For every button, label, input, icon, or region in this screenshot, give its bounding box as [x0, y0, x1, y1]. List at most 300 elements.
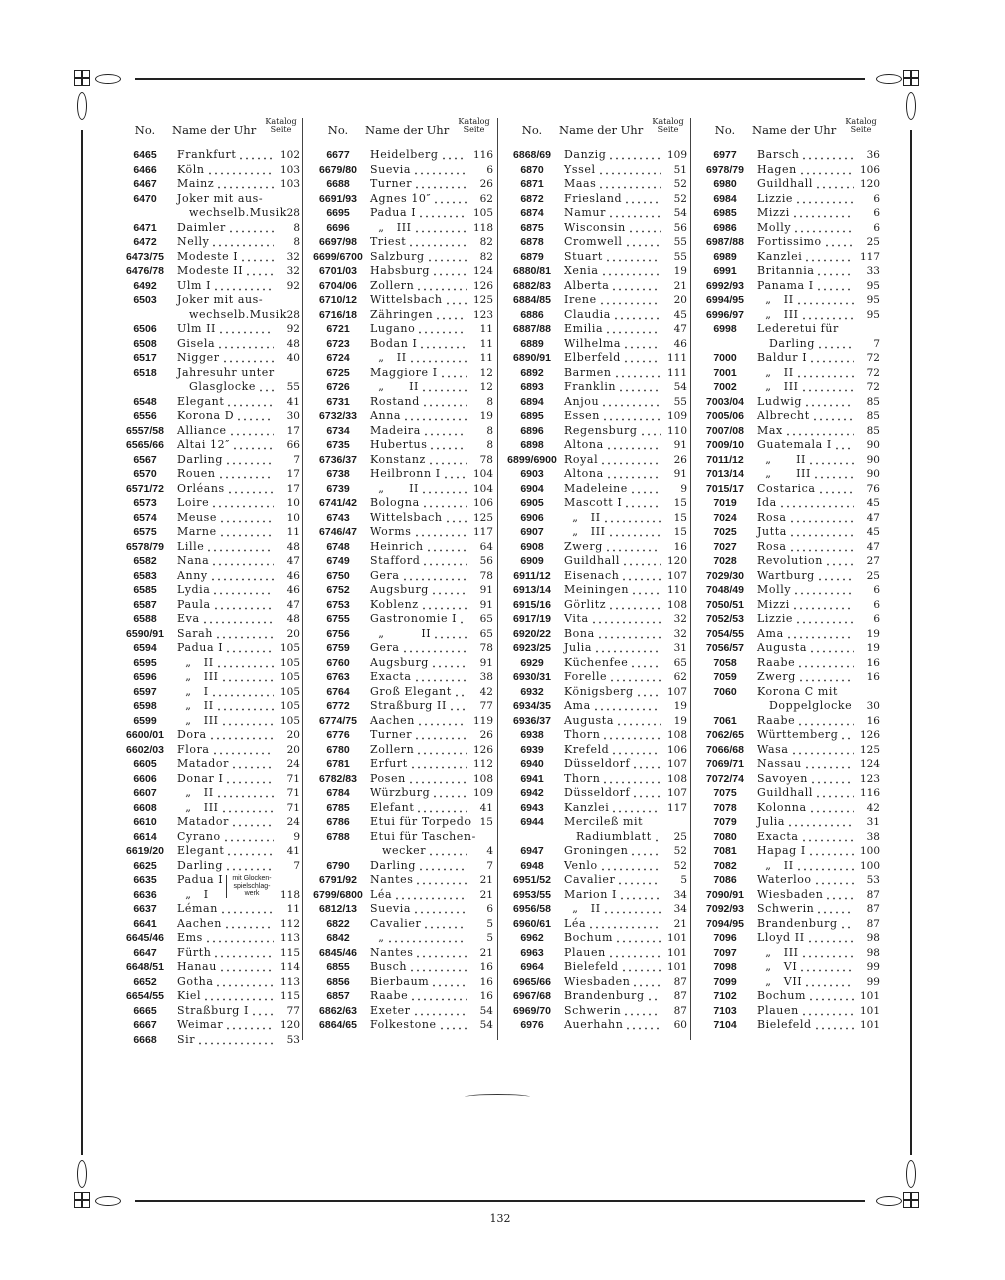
entry-page: 42	[479, 685, 493, 698]
entry-number: 6898	[520, 439, 544, 451]
corner-ornament-icon	[903, 1192, 919, 1208]
table-row	[311, 859, 493, 874]
table-row	[311, 656, 493, 671]
entry-page: 76	[866, 482, 880, 495]
entry-name	[564, 177, 663, 192]
table-row	[505, 453, 687, 468]
entry-number: 7001	[713, 366, 737, 379]
entry-number: 6567	[133, 453, 157, 466]
entry-page: 47	[286, 598, 300, 611]
entry-name	[564, 975, 663, 990]
entry-number: 6908	[520, 540, 544, 553]
entry-page: 101	[666, 961, 687, 973]
entry-name-text: Wisconsin	[564, 220, 626, 234]
table-row	[698, 786, 880, 801]
entry-page: 109	[666, 149, 687, 161]
entry-name-text: Wittelsbach	[370, 293, 443, 306]
entry-name	[177, 627, 276, 642]
table-row	[311, 641, 493, 656]
entry-page: 34	[673, 903, 687, 915]
entry-name-text: Loire	[177, 496, 210, 509]
entry-name-text: Heilbronn I	[370, 467, 441, 480]
entry-name-text: Darling	[769, 336, 815, 350]
entry-number: 7003/04	[706, 395, 744, 408]
entry-page: 41	[479, 801, 493, 814]
entry-page: 126	[472, 743, 493, 756]
entry-number: 6977	[713, 149, 737, 161]
table-row	[698, 438, 880, 453]
entry-number: 6741/42	[319, 497, 357, 509]
table-row	[505, 670, 687, 685]
entry-number: 6731	[326, 395, 350, 408]
table-row	[505, 859, 687, 874]
entry-name	[370, 902, 469, 917]
entry-name	[370, 351, 469, 366]
entry-page: 54	[673, 207, 687, 219]
entry-page: 20	[673, 294, 687, 306]
entry-page: 99	[866, 961, 880, 973]
entry-name	[370, 627, 469, 642]
entry-number: 6976	[520, 1019, 544, 1031]
table-row	[311, 438, 493, 453]
table-row	[698, 801, 880, 816]
table-row	[118, 235, 300, 250]
table-row	[118, 177, 300, 192]
entry-name	[564, 293, 663, 308]
table-row	[698, 264, 880, 279]
table-row	[118, 148, 300, 163]
entry-number: 6606	[133, 772, 157, 785]
table-row	[118, 467, 300, 482]
entry-page: 66	[286, 439, 300, 451]
entry-name-text: Anny	[177, 568, 208, 582]
entry-page: 33	[866, 265, 880, 277]
table-row	[505, 743, 687, 758]
entry-page: 48	[286, 613, 300, 625]
entry-name-text: Plauen	[564, 945, 606, 959]
table-row	[311, 830, 493, 845]
entry-name	[370, 743, 469, 758]
entry-name-text: Cavalier	[564, 873, 616, 886]
entry-name-text: wechselb.Musik	[189, 307, 287, 321]
table-row	[118, 830, 300, 845]
entry-page: 30	[286, 410, 300, 422]
entry-name	[757, 772, 856, 787]
entry-number: 6939	[520, 743, 544, 756]
entry-name-text: Salzburg	[370, 249, 425, 263]
entry-number: 6892	[520, 366, 544, 379]
entry-number: 7079	[713, 816, 737, 828]
entry-name	[564, 279, 663, 294]
scroll-ornament-icon	[906, 1160, 916, 1188]
entry-name-text: Maggiore I	[370, 365, 438, 379]
table-row	[698, 409, 880, 424]
entry-name	[757, 163, 856, 178]
entry-name	[177, 757, 276, 772]
entry-name-text: Köln	[177, 162, 205, 176]
entry-number: 6788	[326, 830, 350, 843]
entry-number: 6472	[133, 236, 157, 248]
entry-number: 6896	[520, 424, 544, 437]
entry-name-text: Joker mit aus-	[177, 293, 264, 306]
entry-name	[564, 728, 663, 743]
table-row	[311, 424, 493, 439]
entry-name	[370, 322, 469, 337]
entry-name-continuation	[564, 830, 663, 845]
entry-name	[177, 714, 276, 729]
table-row	[505, 250, 687, 265]
entry-number: 6940	[520, 758, 544, 770]
table-row	[118, 989, 300, 1004]
table-row	[698, 960, 880, 975]
entry-name	[370, 975, 469, 990]
entry-number: 6590/91	[126, 627, 164, 640]
entry-number: 6648/51	[126, 961, 164, 973]
entry-name	[177, 337, 276, 352]
table-row	[311, 699, 493, 714]
entry-name	[757, 902, 856, 917]
entry-name-text: Marion I	[564, 887, 617, 901]
entry-name-text: Bochum	[564, 931, 614, 944]
entry-name-text: Padua I	[177, 873, 224, 886]
entry-name	[757, 279, 856, 294]
entry-number: 6594	[133, 642, 157, 654]
entry-number: 6574	[133, 511, 157, 524]
entry-name-text: Raabe	[757, 655, 796, 669]
entry-number: 6887/88	[513, 323, 551, 335]
entry-name	[370, 293, 469, 308]
entry-name	[564, 250, 663, 265]
entry-name-text: Yssel	[564, 162, 596, 176]
table-row	[698, 525, 880, 540]
entry-name-text: „ III	[177, 800, 219, 814]
table-row	[311, 786, 493, 801]
entry-name	[757, 1018, 856, 1033]
entry-name-text: Revolution	[757, 554, 823, 567]
entry-page: 51	[673, 163, 687, 176]
header-page	[842, 118, 880, 134]
entry-number: 6699/6700	[313, 250, 363, 263]
entry-number: 6677	[326, 149, 350, 161]
table-row	[311, 293, 493, 308]
entry-name-text: Rosa	[757, 539, 787, 553]
entry-number: 6570	[133, 468, 157, 480]
entry-page: 45	[866, 497, 880, 509]
entry-name	[757, 221, 856, 236]
entry-name-text: Würzburg	[370, 786, 431, 799]
table-row	[118, 366, 300, 381]
entry-number: 6518	[133, 366, 157, 379]
entry-name-text: Anna	[370, 409, 402, 422]
table-row	[118, 685, 300, 700]
table-row	[118, 714, 300, 729]
entry-number: 6991	[713, 265, 737, 277]
entry-name-text: Düsseldorf	[564, 757, 631, 770]
table-row	[505, 395, 687, 410]
entry-name-text: Eisenach	[564, 568, 620, 582]
entry-name-text: Alliance	[177, 423, 227, 437]
entry-name-text: Xenia	[564, 264, 599, 277]
entry-name-text: „ II	[370, 351, 407, 364]
entry-name-text: Matador	[177, 815, 229, 828]
entry-name-text: Kolonna	[757, 800, 807, 814]
entry-page: 16	[866, 656, 880, 669]
entry-name	[177, 975, 276, 990]
entry-number: 6508	[133, 337, 157, 350]
entry-page: 53	[866, 874, 880, 886]
entry-name	[757, 728, 856, 743]
table-row	[311, 888, 493, 903]
table-row	[118, 250, 300, 265]
table-row	[505, 888, 687, 903]
entry-number: 6780	[326, 743, 350, 756]
entry-page: 11	[286, 903, 300, 915]
entry-page: 20	[286, 743, 300, 756]
entry-name-text: Franklin	[564, 380, 617, 393]
entry-page: 113	[279, 975, 300, 988]
table-row	[311, 627, 493, 642]
table-row	[698, 757, 880, 772]
entry-name	[177, 641, 276, 656]
entry-name-text: Radiumblatt	[576, 829, 652, 843]
entry-number: 6790	[326, 859, 350, 872]
entry-name-text: Savoyen	[757, 771, 808, 785]
entry-name-text: „ II	[177, 786, 214, 799]
table-row	[505, 380, 687, 395]
entry-name-text: Zähringen	[370, 307, 434, 321]
entry-name	[757, 612, 856, 627]
entry-page: 47	[286, 555, 300, 567]
entry-number: 6915/16	[513, 598, 551, 611]
entry-page: 105	[472, 207, 493, 219]
entry-name	[564, 902, 663, 917]
corner-ornament-icon	[74, 70, 90, 86]
table-row	[118, 264, 300, 279]
entry-name	[564, 438, 663, 453]
entry-number: 6920/22	[513, 627, 551, 640]
entry-name-text: Forelle	[564, 670, 608, 683]
table-row	[698, 859, 880, 874]
entry-name	[370, 757, 469, 772]
table-row	[311, 873, 493, 888]
entry-page: 11	[286, 526, 300, 538]
entry-page: 10	[286, 511, 300, 524]
entry-number: 6465	[133, 149, 157, 161]
table-row	[311, 569, 493, 584]
entry-name	[564, 583, 663, 598]
frame-right-rule	[910, 130, 912, 1155]
entry-name-text: Léa	[564, 916, 587, 930]
table-row	[118, 801, 300, 816]
table-row	[311, 960, 493, 975]
entry-page: 87	[866, 888, 880, 901]
entry-number: 6753	[326, 598, 350, 611]
header-page	[455, 118, 493, 134]
entry-number: 6948	[520, 859, 544, 872]
entry-name-text: Nassau	[757, 757, 802, 770]
page-number: 132	[489, 1212, 511, 1225]
table-row	[698, 844, 880, 859]
entry-name-text: Joker mit aus-	[177, 191, 264, 205]
entry-number: 6984	[713, 192, 737, 205]
entry-name	[177, 322, 276, 337]
entry-number: 6987/88	[706, 236, 744, 248]
entry-number: 6978/79	[706, 163, 744, 176]
entry-page: 5	[486, 917, 493, 930]
entry-name	[177, 815, 276, 830]
frame-top-rule	[135, 78, 865, 80]
table-row	[698, 714, 880, 729]
entry-name-text: Ama	[757, 626, 784, 640]
entry-number: 7075	[713, 787, 737, 799]
entry-number: 7102	[713, 990, 737, 1002]
entry-name	[177, 728, 276, 743]
header-page-line2: Seite	[463, 125, 485, 134]
entry-name	[370, 801, 469, 816]
entry-number: 6895	[520, 410, 544, 422]
entry-name-text: Schwerin	[564, 1003, 622, 1017]
table-row	[118, 975, 300, 990]
entry-name-text: Frankfurt	[177, 148, 237, 161]
entry-name	[370, 670, 469, 685]
table-row	[698, 250, 880, 265]
entry-name-text: „ III	[757, 380, 799, 393]
entry-page: 104	[472, 468, 493, 480]
entry-name-text: Namur	[564, 206, 606, 219]
entry-name-text: Mascott I	[564, 496, 623, 509]
entry-name	[564, 888, 663, 903]
entry-page: 101	[859, 1019, 880, 1031]
header-page-line1: Katalog	[265, 117, 297, 126]
entry-number: 6868/69	[513, 149, 551, 161]
entry-name-text: Britannia	[757, 264, 815, 277]
entry-name-text: Thorn	[564, 771, 601, 785]
entry-name	[370, 772, 469, 787]
entry-name	[757, 482, 856, 497]
entry-name	[177, 453, 276, 468]
entry-name	[177, 917, 276, 932]
table-row	[118, 221, 300, 236]
entry-name-text: Folkestone	[370, 1018, 437, 1031]
scroll-ornament-icon	[876, 1196, 902, 1206]
entry-name	[177, 888, 209, 903]
table-row	[698, 670, 880, 685]
entry-page: 21	[479, 888, 493, 901]
entry-name-text: Stafford	[370, 554, 421, 567]
entry-name-text: Elefant	[370, 800, 415, 814]
entry-number: 7099	[713, 975, 737, 988]
header-name: Name der Uhr	[559, 123, 644, 137]
entry-number: 6784	[326, 787, 350, 799]
entry-page: 48	[286, 540, 300, 553]
entry-page: 109	[472, 787, 493, 799]
entry-name-text: Posen	[370, 771, 406, 785]
entry-number: 6941	[520, 772, 544, 785]
entry-name-text: Stuart	[564, 249, 603, 263]
entry-name	[564, 554, 663, 569]
entry-number: 7019	[713, 497, 737, 509]
entry-number: 6878	[520, 236, 544, 248]
entry-name	[370, 714, 469, 729]
entry-name	[370, 569, 469, 584]
entry-number: 7096	[713, 932, 737, 944]
table-row	[698, 917, 880, 932]
entry-page: 56	[479, 555, 493, 567]
table-row	[505, 424, 687, 439]
entry-name	[757, 308, 856, 323]
entry-name-text: Bochum	[757, 989, 807, 1002]
entry-name-text: Cavalier	[370, 916, 422, 930]
entry-name-text: Jutta	[757, 525, 787, 538]
entry-name	[564, 859, 663, 874]
entry-page: 42	[866, 801, 880, 814]
scroll-ornament-icon	[77, 92, 87, 120]
entry-number: 6842	[326, 932, 350, 944]
entry-name	[564, 627, 663, 642]
entry-page: 126	[859, 729, 880, 741]
entry-name-text: Ama	[564, 699, 591, 712]
entry-name	[370, 192, 469, 207]
entry-name-text: Bona	[564, 626, 595, 640]
entry-page: 95	[866, 294, 880, 306]
entry-name-text: Auerhahn	[564, 1018, 624, 1031]
table-row	[118, 409, 300, 424]
entry-name	[177, 1033, 276, 1048]
entry-number: 7027	[713, 540, 737, 553]
entry-name	[757, 206, 856, 221]
table-row	[698, 641, 880, 656]
entry-name-text: Marne	[177, 525, 217, 538]
entry-name-text: Kiel	[177, 989, 202, 1002]
table-row	[311, 482, 493, 497]
entry-name	[757, 554, 856, 569]
entry-name-continuation	[177, 307, 287, 323]
entry-page: 87	[866, 917, 880, 930]
entry-name	[757, 177, 856, 192]
table-row	[698, 554, 880, 569]
entry-number: 7048/49	[706, 584, 744, 596]
entry-number: 6989	[713, 250, 737, 263]
entry-name-continuation	[757, 699, 856, 714]
entry-name	[564, 351, 663, 366]
entry-number: 6923/25	[513, 642, 551, 654]
entry-name-text: Lizzie	[757, 191, 794, 205]
table-row	[311, 612, 493, 627]
entry-name	[564, 163, 663, 178]
entry-page: 101	[666, 946, 687, 959]
table-row	[118, 1018, 300, 1033]
table-row	[505, 148, 687, 163]
entry-page: 105	[279, 642, 300, 654]
table-row	[698, 975, 880, 990]
entry-number: 6571/72	[126, 482, 164, 495]
table-row	[311, 308, 493, 323]
entry-number: 6743	[326, 511, 350, 524]
entry-page: 77	[479, 700, 493, 712]
entry-name-text: Sir	[177, 1032, 196, 1046]
entry-number: 6905	[520, 497, 544, 509]
entry-name	[564, 467, 663, 482]
entry-name-text: Krefeld	[564, 742, 610, 756]
entry-number: 6476/78	[126, 265, 164, 277]
entry-name-continuation	[370, 844, 469, 859]
entry-name-text: Exeter	[370, 1003, 411, 1017]
column-divider	[302, 118, 303, 1040]
entry-number: 7015/17	[706, 482, 744, 495]
entry-number: 6845/46	[319, 946, 357, 959]
entry-page: 104	[472, 482, 493, 495]
table-row	[118, 569, 300, 584]
